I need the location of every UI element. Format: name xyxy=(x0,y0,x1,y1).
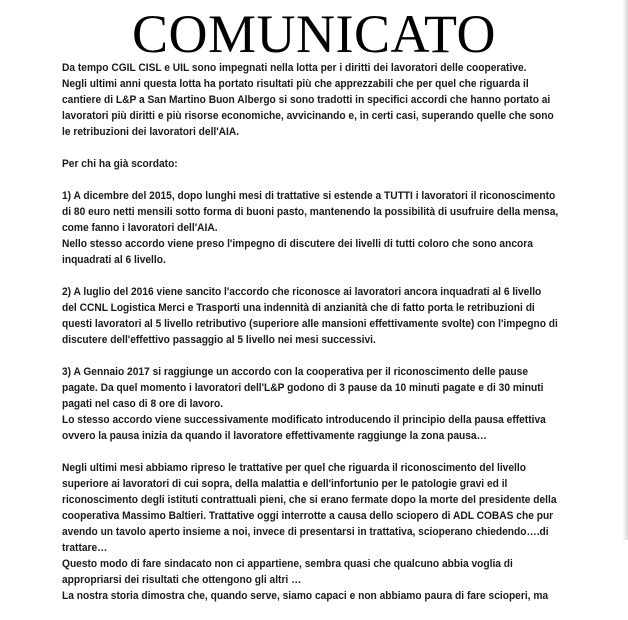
text-line: inquadrati al 6 livello. xyxy=(62,254,166,266)
text-line: pagati nel caso di 8 ore di lavoro. xyxy=(62,398,224,410)
text-line: Lo stesso accordo viene successivamente modificato introducendo il principio della pausa effettiva xyxy=(62,414,546,426)
paragraph xyxy=(62,460,557,604)
document-title: COMUNICATO xyxy=(131,4,497,64)
text-line: cooperativa Massimo Baltieri. Trattative oggi interrotte a causa dello sciopero di ADL COBAS che pur xyxy=(62,510,554,522)
text-line: ovvero la pausa inizia da quando il lavoratore effettivamente raggiunge la zona pausa… xyxy=(62,430,487,442)
paragraph xyxy=(62,60,554,140)
text-line: del CCNL Logistica Merci e Trasporti una indennità di anzianità che di fatto porta le retribuzioni di xyxy=(62,302,535,314)
text-line: Negli ultimi anni questa lotta ha portato risultati più che apprezzabili che per quel che riguarda il xyxy=(62,78,529,90)
text-line: avendo un tavolo aperto insieme a noi, invece di presentarsi in trattativa, scioperano chiedendo….di xyxy=(62,526,549,538)
text-line: discutere dell'effettivo passaggio al 5 livello nei mesi successivi. xyxy=(62,334,376,346)
text-line: La nostra storia dimostra che, quando serve, siamo capaci e non abbiamo paura di fare scioperi, ma xyxy=(62,590,549,602)
paragraph xyxy=(62,156,540,172)
text-line: superiore ai lavoratori di cui sopra, della malattia e dell'infortunio per le patologie gravi ed il xyxy=(62,478,508,490)
text-line: come fanno i lavoratori dell'AIA. xyxy=(62,222,218,234)
text-line: appropriarsi dei risultati che ottengono gli altri … xyxy=(62,574,302,586)
text-line: le retribuzioni dei lavoratori dell'AIA. xyxy=(62,126,240,138)
text-line: cantiere di L&P a San Martino Buon Albergo si sono tradotti in specifici accordi che hanno portato ai xyxy=(62,94,551,106)
text-line: Per chi ha già scordato: xyxy=(62,158,178,170)
text-line: questi lavoratori al 5 livello retributivo (superiore alle mansioni effettivamente svolte) con l'impegno di xyxy=(62,318,558,330)
paragraph xyxy=(62,364,546,444)
page-edge-shadow xyxy=(622,0,628,540)
text-line: riconoscimento degli istituti contrattuali pieni, che si erano fermate dopo la morte del presidente della xyxy=(62,494,557,506)
text-line: 2) A luglio del 2016 viene sancito l'accordo che riconosce ai lavoratori ancora inquadrati al 6 livello xyxy=(62,286,542,298)
text-line: Da tempo CGIL CISL e UIL sono impegnati nella lotta per i diritti dei lavoratori delle cooperative. xyxy=(62,62,527,74)
text-line: lavoratori più diritti e più risorse economiche, avvicinando e, in certi casi, superando quelle che sono xyxy=(62,110,554,122)
text-line: trattare… xyxy=(62,542,108,554)
text-line: di 80 euro netti mensili sotto forma di buoni pasto, mantenendo la possibilità di usufruire della mensa, xyxy=(62,206,559,218)
text-line: Questo modo di fare sindacato non ci appartiene, sembra quasi che qualcuno abbia voglia di xyxy=(62,558,513,570)
paragraph xyxy=(62,188,559,268)
text-line: 1) A dicembre del 2015, dopo lunghi mesi di trattative si estende a TUTTI i lavoratori il riconoscimento xyxy=(62,190,556,202)
document-body xyxy=(62,60,559,620)
text-line: pagate. Da quel momento i lavoratori dell'L&P godono di 3 pause da 10 minuti pagate e di 30 minuti xyxy=(62,382,544,394)
paragraph xyxy=(62,284,558,348)
text-line: 3) A Gennaio 2017 si raggiunge un accordo con la cooperativa per il riconoscimento delle pause xyxy=(62,366,529,378)
text-line: Negli ultimi mesi abbiamo ripreso le trattative per quel che riguarda il riconoscimento del livello xyxy=(62,462,526,474)
text-line: Nello stesso accordo viene preso l'impegno di discutere dei livelli di tutti coloro che sono ancora xyxy=(62,238,533,250)
